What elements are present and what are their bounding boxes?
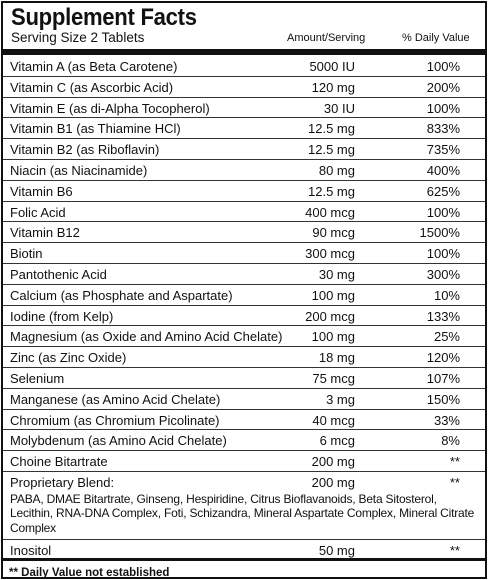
table-row — [3, 285, 485, 306]
nutrient-daily-value: 100% — [426, 246, 460, 262]
daily-value-column-header: % Daily Value — [402, 32, 470, 44]
table-row — [3, 306, 485, 327]
nutrient-amount: 18 mg — [318, 350, 355, 366]
table-row — [3, 222, 485, 243]
nutrient-daily-value: ** — [449, 542, 460, 558]
table-row — [3, 264, 485, 285]
nutrient-amount: 5000 IU — [309, 59, 355, 74]
table-row — [3, 243, 485, 264]
nutrient-amount: 120 mg — [311, 79, 355, 95]
nutrient-amount: 75 mcg — [312, 370, 355, 386]
nutrient-name: Inositol — [10, 542, 52, 558]
table-row — [3, 347, 485, 368]
table-row — [3, 410, 485, 431]
nutrient-name: Zinc (as Zinc Oxide) — [10, 350, 127, 366]
nutrient-name: Manganese (as Amino Acid Chelate) — [10, 391, 221, 407]
supplement-facts-panel — [1, 1, 487, 579]
table-row — [3, 326, 485, 347]
nutrient-daily-value: 100% — [426, 204, 460, 220]
nutrient-daily-value: 400% — [426, 162, 460, 178]
nutrient-table — [3, 56, 485, 561]
nutrient-daily-value: 8% — [441, 433, 460, 449]
nutrient-amount: 50 mg — [318, 542, 355, 558]
nutrient-daily-value: 150% — [426, 391, 460, 407]
nutrient-daily-value: 107% — [426, 370, 460, 386]
nutrient-amount: 300 mcg — [305, 246, 355, 262]
table-row — [3, 202, 485, 223]
nutrient-amount: 400 mcg — [305, 204, 355, 220]
nutrient-daily-value: 33% — [433, 412, 460, 428]
nutrient-name: Molybdenum (as Amino Acid Chelate) — [10, 433, 227, 449]
nutrient-name: Selenium — [10, 370, 65, 386]
nutrient-daily-value: 1500% — [419, 225, 460, 241]
table-row — [3, 160, 485, 181]
nutrient-daily-value: 25% — [433, 329, 460, 345]
nutrient-amount: 90 mcg — [312, 225, 355, 241]
nutrient-name: Vitamin B12 — [10, 225, 80, 241]
footnote: ** Daily Value not established — [9, 567, 170, 579]
nutrient-daily-value: 120% — [426, 350, 460, 366]
nutrient-name: Pantothenic Acid — [10, 266, 107, 282]
table-row — [3, 181, 485, 202]
nutrient-daily-value: 100% — [426, 100, 460, 116]
nutrient-daily-value: 833% — [426, 121, 460, 137]
nutrient-amount: 12.5 mg — [308, 142, 355, 158]
table-row — [3, 389, 485, 410]
nutrient-amount: 6 mcg — [319, 433, 355, 449]
nutrient-name: Vitamin E (as di-Alpha Tocopherol) — [10, 100, 210, 116]
nutrient-name: Vitamin B2 (as Riboflavin) — [10, 142, 160, 158]
table-row — [3, 368, 485, 389]
table-row — [3, 430, 485, 451]
table-row — [3, 451, 485, 472]
table-row — [3, 118, 485, 139]
nutrient-amount: 12.5 mg — [308, 183, 355, 199]
nutrient-amount: 100 mg — [311, 329, 355, 345]
nutrient-amount: 200 mcg — [305, 308, 355, 324]
nutrient-amount: 200 mg — [311, 454, 355, 470]
nutrient-daily-value: ** — [449, 474, 460, 490]
nutrient-name: Calcium (as Phosphate and Aspartate) — [10, 287, 233, 303]
nutrient-name: Proprietary Blend: — [10, 474, 115, 490]
serving-size: Serving Size 2 Tablets — [11, 30, 145, 45]
nutrient-daily-value: 10% — [433, 287, 460, 303]
nutrient-name: Chromium (as Chromium Picolinate) — [10, 412, 220, 428]
nutrient-name: Vitamin A (as Beta Carotene) — [10, 59, 178, 74]
nutrient-daily-value: 100% — [426, 59, 460, 74]
table-row — [3, 139, 485, 160]
nutrient-daily-value: 200% — [426, 79, 460, 95]
nutrient-daily-value: 300% — [426, 266, 460, 282]
nutrient-amount: 40 mcg — [312, 412, 355, 428]
nutrient-name: Choine Bitartrate — [10, 454, 108, 470]
nutrient-amount: 3 mg — [326, 391, 355, 407]
nutrient-amount: 30 mg — [318, 266, 355, 282]
table-row — [3, 77, 485, 98]
nutrient-amount: 200 mg — [311, 474, 355, 490]
table-row — [3, 472, 485, 540]
nutrient-name: Biotin — [10, 246, 43, 262]
nutrient-name: Vitamin B1 (as Thiamine HCl) — [10, 121, 181, 137]
table-row — [3, 56, 485, 77]
table-row — [3, 98, 485, 119]
nutrient-amount: 30 IU — [323, 100, 355, 116]
nutrient-amount: 12.5 mg — [308, 121, 355, 137]
nutrient-daily-value: ** — [449, 454, 460, 470]
nutrient-amount: 80 mg — [318, 162, 355, 178]
amount-column-header: Amount/Serving — [287, 32, 366, 44]
nutrient-name: Folic Acid — [10, 204, 66, 220]
thick-divider — [3, 49, 485, 55]
nutrient-name: Niacin (as Niacinamide) — [10, 162, 148, 178]
nutrient-daily-value: 133% — [426, 308, 460, 324]
table-row — [3, 540, 485, 561]
nutrient-name: Vitamin B6 — [10, 183, 73, 199]
nutrient-daily-value: 735% — [426, 142, 460, 158]
panel-title: Supplement Facts — [11, 4, 197, 31]
nutrient-name: Magnesium (as Oxide and Amino Acid Chelate) — [10, 329, 283, 345]
nutrient-name: Vitamin C (as Ascorbic Acid) — [10, 79, 174, 95]
nutrient-daily-value: 625% — [426, 183, 460, 199]
nutrient-name: Iodine (from Kelp) — [10, 308, 114, 324]
blend-ingredients: PABA, DMAE Bitartrate, Ginseng, Hespiridine, Citrus Bioflavanoids, Beta Sitosterol, Lecithin, RNA-DNA Complex, Foti, Schizandra, Mineral Aspartate Complex, Mineral Citrate Complex — [10, 491, 475, 535]
nutrient-amount: 100 mg — [311, 287, 355, 303]
